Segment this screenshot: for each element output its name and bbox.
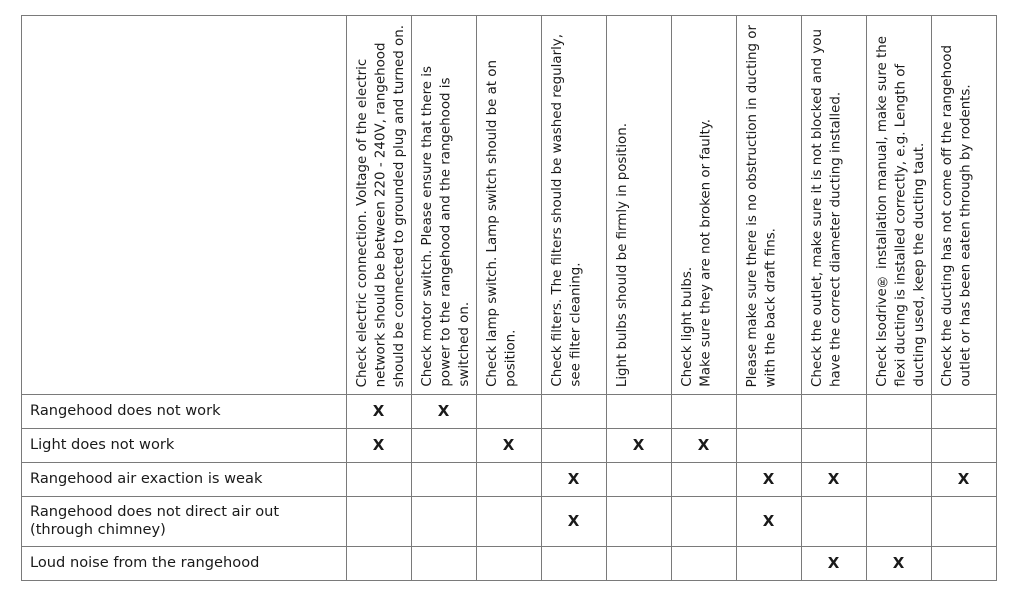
- column-header: [354, 21, 409, 387]
- column-header-text: Check light bulbs. Make sure they are not broken or faulty.: [680, 119, 714, 387]
- column-header-text: Check electric connection. Voltage of the electric network should be between 220 - 240V, rangehood should be connected to grounded plug and turned on.: [355, 24, 408, 387]
- column-header-text: Please make sure there is no obstruction in ducting or with the back draft fins.: [745, 24, 779, 387]
- grid-line-horizontal: [21, 15, 997, 16]
- check-mark: X: [372, 402, 385, 420]
- column-header: [874, 21, 929, 387]
- column-header-text: Light bulbs should be firmly in position.: [615, 122, 630, 387]
- column-header-text: Check Isodrive® installation manual, make sure the flexi ducting is installed correctly, e.g. Length of ducting used, keep the ducting taut.: [875, 36, 928, 387]
- check-mark: X: [762, 512, 775, 530]
- column-header-text: Check the ducting has not come off the rangehood outlet or has been eaten through by rodents.: [940, 45, 974, 387]
- row-label: Light does not work: [30, 436, 175, 453]
- check-mark: X: [437, 402, 450, 420]
- row-label: Loud noise from the rangehood: [30, 554, 260, 571]
- row-label: Rangehood does not direct air out (through chimney): [30, 503, 280, 538]
- check-mark: X: [957, 470, 970, 488]
- check-mark: X: [567, 470, 580, 488]
- column-header: [419, 21, 474, 387]
- check-mark: X: [632, 436, 645, 454]
- column-header-text: Check motor switch. Please ensure that there is power to the rangehood and the rangehood is switched on.: [420, 66, 473, 387]
- check-mark: X: [892, 554, 905, 572]
- column-header: [614, 21, 669, 387]
- row-label: Rangehood does not work: [30, 402, 221, 419]
- column-header: [549, 21, 604, 387]
- check-mark: X: [502, 436, 515, 454]
- column-header: [679, 21, 734, 387]
- check-mark: X: [567, 512, 580, 530]
- column-header-text: Check filters. The filters should be washed regularly, see filter cleaning.: [550, 34, 584, 387]
- column-header: [809, 21, 864, 387]
- column-header: [744, 21, 799, 387]
- column-header: [939, 21, 994, 387]
- check-mark: X: [372, 436, 385, 454]
- grid-line-horizontal: [21, 580, 997, 581]
- check-mark: X: [827, 554, 840, 572]
- column-header: [484, 21, 539, 387]
- check-mark: X: [762, 470, 775, 488]
- check-mark: X: [827, 470, 840, 488]
- check-mark: X: [697, 436, 710, 454]
- column-header-text: Check lamp switch. Lamp switch should be at on position.: [485, 60, 519, 387]
- row-label: Rangehood air exaction is weak: [30, 470, 263, 487]
- column-header-text: Check the outlet, make sure it is not blocked and you have the correct diameter ducting installed.: [810, 29, 844, 387]
